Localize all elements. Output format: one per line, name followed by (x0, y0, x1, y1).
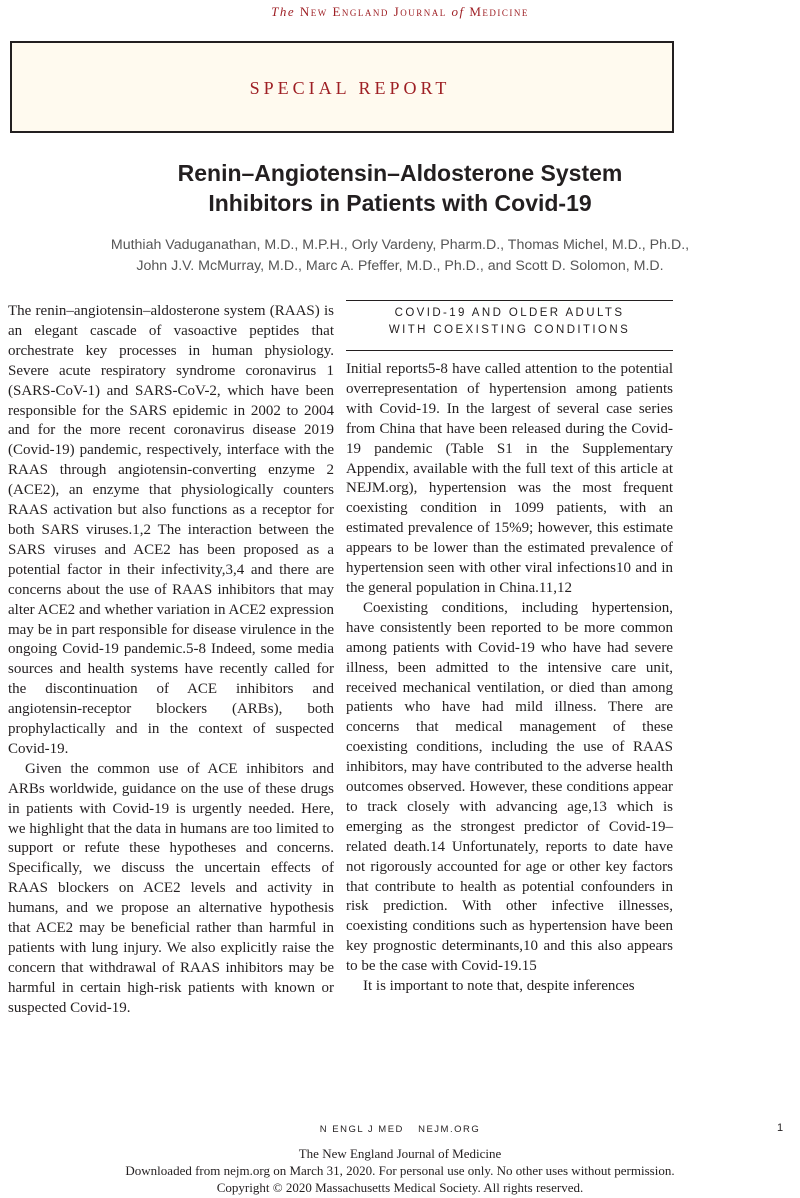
intro-paragraph: The renin–angiotensin–aldosterone system (RAAS) is an elegant cascade of vasoactive peptides that orchestrate key processes in human physiology. Severe acute respiratory syndrome coronavirus 1 (SARS-CoV-1) and SARS-CoV-2, which have been responsible for the SARS epidemic in 2002 to 2004 and for the more recent coronavirus disease 2019 (Covid-19) pandemic, respectively, interface with the RAAS through angiotensin-converting enzyme 2 (ACE2), an enzyme that physiologically counters RAAS activation but also functions as a receptor for both SARS viruses.1,2 The interaction between the SARS viruses and ACE2 has been proposed as a potential factor in their infectivity,3,4 and there are concerns about the use of RAAS inhibitors that may alter ACE2 and whether variation in ACE2 expression may be in part responsible for disease virulence in the ongoing Covid-19 pandemic.5-8 Indeed, some media sources and health systems have recently called for the discontinuation of ACE inhibitors and angiotensin-receptor blockers (ARBs), both prophylactically and in the context of suspected Covid-19. (8, 303, 334, 757)
section-rule-top (346, 300, 673, 301)
special-report-text: SPECIAL REPORT (249, 78, 451, 98)
journal-header-the: The (271, 4, 300, 19)
section-heading (346, 305, 673, 339)
inferences-paragraph: It is important to note that, despite inferences (363, 978, 635, 995)
journal-header-of: of (451, 4, 465, 19)
section-heading-line-2: WITH COEXISTING CONDITIONS (388, 324, 631, 336)
article-title-line-2: Inhibitors in Patients with Covid-19 (208, 190, 592, 216)
running-footer-site: NEJM.ORG (418, 1124, 481, 1135)
running-footer (0, 1124, 800, 1135)
article-title (60, 158, 740, 218)
special-report-label (10, 78, 690, 99)
download-notice-journal: The New England Journal of Medicine (298, 1146, 502, 1161)
article-title-line-1: Renin–Angiotensin–Aldosterone System (177, 160, 623, 186)
initial-reports-paragraph: Initial reports5-8 have called attention to the potential overrepresentation of hypertension among patients with Covid-19. In the largest of several case series from China that have been released during the Covid-19 pandemic (Table S1 in the Supplementary Appendix, available with the full text of this article at NEJM.org), hypertension was the most frequent coexisting condition in 1099 patients, with an estimated prevalence of 15%9; however, this estimate appears to be lower than the estimated prevalence of hypertension seen with other viral infections10 and in the general population in China.11,12 (346, 361, 673, 596)
author-list (20, 235, 780, 277)
journal-header (0, 4, 800, 20)
journal-header-medicine: Medicine (464, 4, 529, 19)
author-list-line-2: John J.V. McMurray, M.D., Marc A. Pfeffer, M.D., Ph.D., and Scott D. Solomon, M.D. (136, 258, 664, 274)
journal-header-name: New England Journal (299, 4, 452, 19)
coexisting-conditions-paragraph: Coexisting conditions, including hypertension, have consistently been reported to be more common among patients with Covid-19 who have had severe illness, been admitted to the intensive care unit, received mechanical ventilation, or died than among patients who have had mild illness. There are concerns that medical management of these coexisting conditions, including the use of RAAS inhibitors, may have contributed to the adverse health outcomes observed. However, these conditions appear to track closely with advancing age,13 which is emerging as the strongest predictor of Covid-19–related death.14 Unfortunately, reports to date have not rigorously accounted for age or other key factors that contribute to health as potential confounders in risk prediction. With other infective illnesses, coexisting conditions such as hypertension have been key prognostic determinants,10 and this also appears to be the case with Covid-19.15 (346, 599, 673, 975)
guidance-paragraph: Given the common use of ACE inhibitors and ARBs worldwide, guidance on the use of these drugs in patients with Covid-19 is urgently needed. Here, we highlight that the data in humans are too limited to support or refute these hypotheses and concerns. Specifically, we discuss the uncertain effects of RAAS blockers on ACE2 levels and activity in humans, and we propose an alternative hypothesis that ACE2 may be beneficial rather than harmful in patients with lung injury. We also explicitly raise the concern that withdrawal of RAAS inhibitors may be harmful in certain high-risk patients with known or suspected Covid-19. (8, 760, 334, 1016)
section-rule-bottom (346, 350, 673, 351)
right-column (346, 360, 673, 997)
download-notice (0, 1145, 800, 1196)
section-heading-line-1: COVID-19 AND OLDER ADULTS (394, 307, 625, 319)
running-footer-journal: N ENGL J MED (319, 1124, 404, 1135)
download-notice-permission: Downloaded from nejm.org on March 31, 2020. For personal use only. No other uses without permission. (125, 1163, 675, 1178)
download-notice-copyright: Copyright © 2020 Massachusetts Medical Society. All rights reserved. (216, 1180, 584, 1195)
page-number: 1 (777, 1122, 784, 1134)
left-column (8, 302, 334, 1019)
author-list-line-1: Muthiah Vaduganathan, M.D., M.P.H., Orly Vardeny, Pharm.D., Thomas Michel, M.D., Ph.D., (110, 237, 690, 253)
